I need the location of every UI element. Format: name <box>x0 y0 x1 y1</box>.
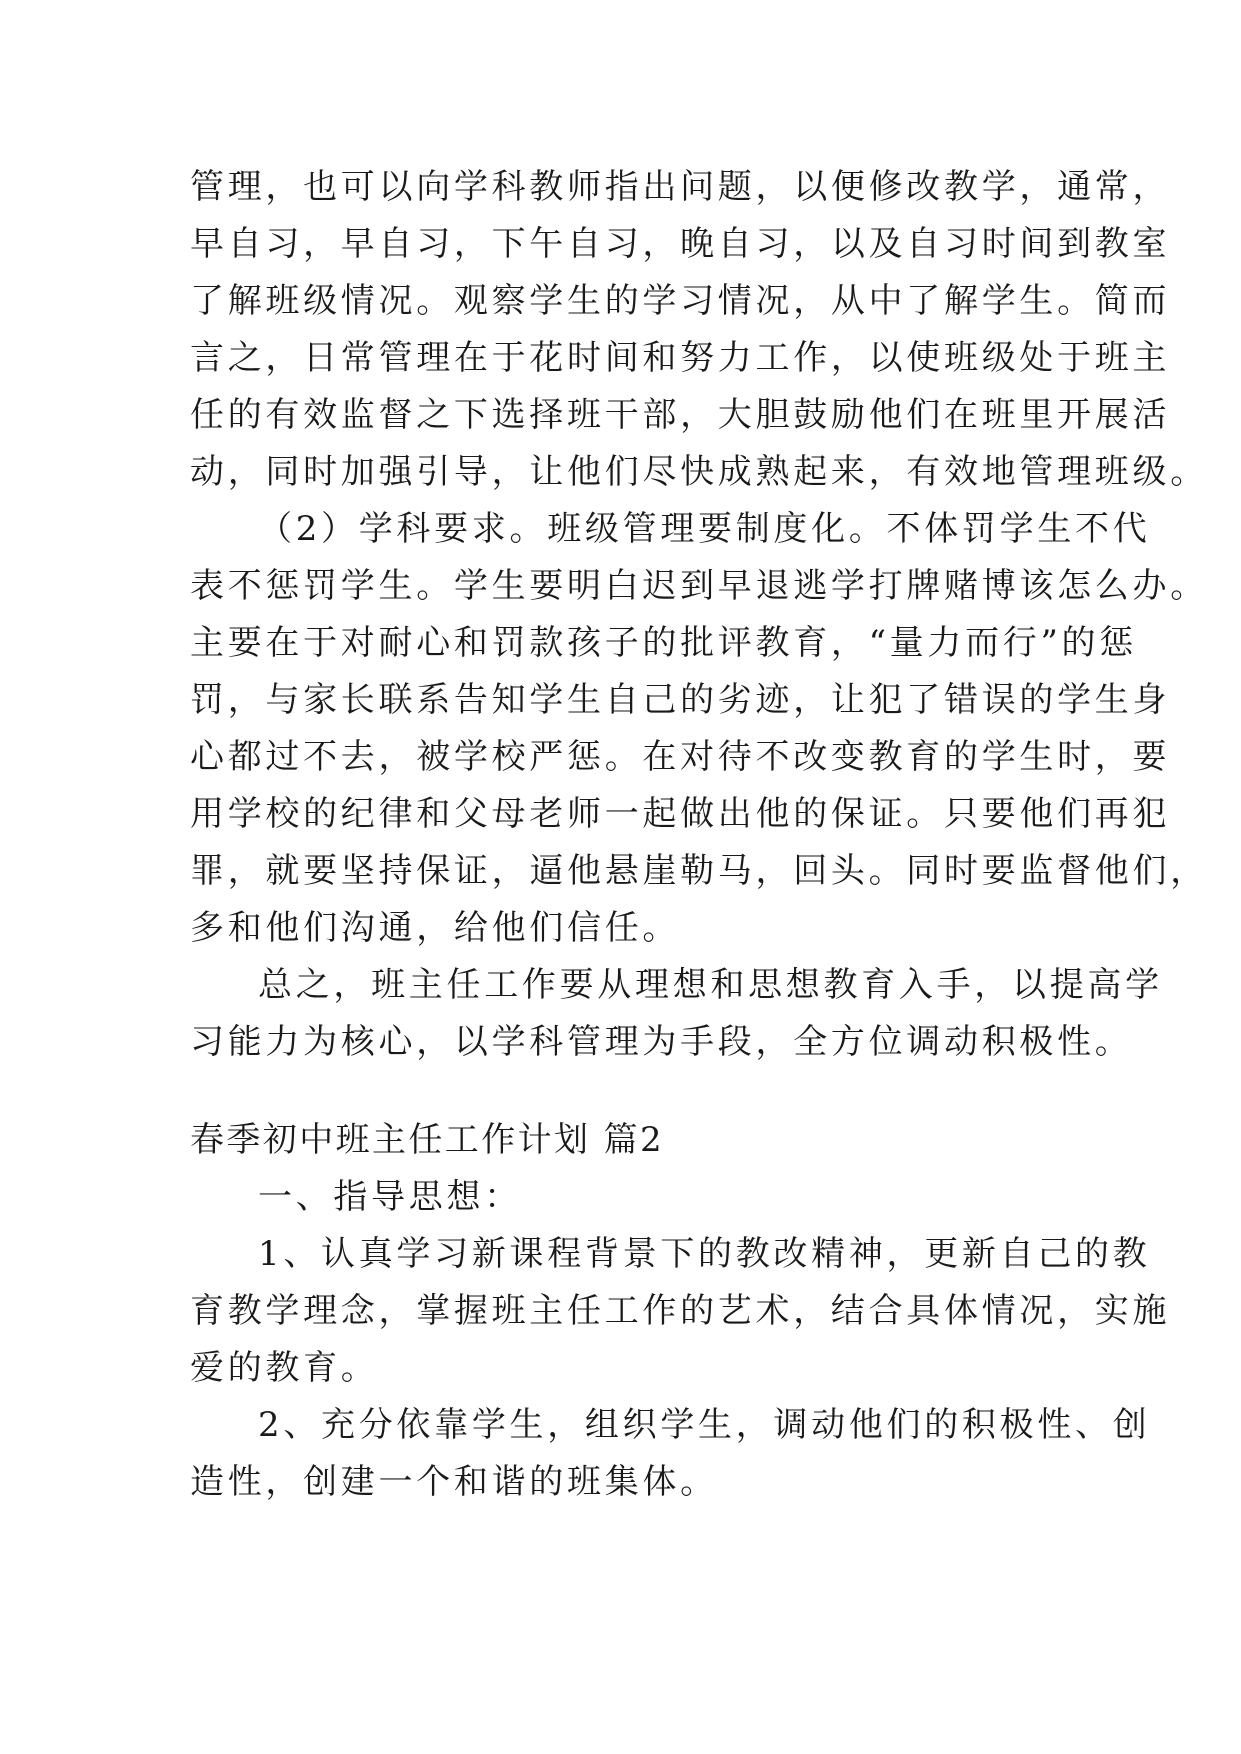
paragraph-1-line-5: 任的有效监督之下选择班干部，大胆鼓励他们在班里开展活 <box>190 395 1171 435</box>
paragraph-1-line-2: 早自习，早自习，下午自习，晚自习，以及自习时间到教室 <box>190 224 1171 264</box>
paragraph-2-line-1: （2）学科要求。班级管理要制度化。不体罚学生不代 <box>258 509 1151 549</box>
paragraph-3-line-1: 总之，班主任工作要从理想和思想教育入手，以提高学 <box>258 965 1163 1005</box>
paragraph-2-line-3: 主要在于对耐心和罚款孩子的批评教育，“量力而行”的惩 <box>190 623 1137 663</box>
item-2-line-1: 2、充分依靠学生，组织学生，调动他们的积极性、创 <box>258 1405 1151 1445</box>
paragraph-1-line-4: 言之，日常管理在于花时间和努力工作，以使班级处于班主 <box>190 338 1171 378</box>
item-2-line-2: 造性，创建一个和谐的班集体。 <box>190 1462 718 1502</box>
paragraph-2-line-6: 用学校的纪律和父母老师一起做出他的保证。只要他们再犯 <box>190 794 1171 834</box>
paragraph-1-line-3: 了解班级情况。观察学生的学习情况，从中了解学生。简而 <box>190 281 1171 321</box>
paragraph-2-line-5: 心都过不去，被学校严惩。在对待不改变教育的学生时，要 <box>190 737 1171 777</box>
paragraph-2-line-8: 多和他们沟通，给他们信任。 <box>190 908 681 948</box>
subheading-guiding-thought: 一、指导思想： <box>258 1177 522 1217</box>
paragraph-1-line-6: 动，同时加强引导，让他们尽快成熟起来，有效地管理班级。 <box>190 452 1208 492</box>
item-1-line-1: 1、认真学习新课程背景下的教改精神，更新自己的教 <box>258 1234 1151 1274</box>
paragraph-1-line-1: 管理，也可以向学科教师指出问题，以便修改教学，通常， <box>190 167 1171 207</box>
item-1-line-2: 育教学理念，掌握班主任工作的艺术，结合具体情况，实施 <box>190 1291 1171 1331</box>
paragraph-2-line-2: 表不惩罚学生。学生要明白迟到早退逃学打牌赌博该怎么办。 <box>190 566 1208 606</box>
paragraph-3-line-2: 习能力为核心，以学科管理为手段，全方位调动积极性。 <box>190 1022 1133 1062</box>
section-title: 春季初中班主任工作计划 篇2 <box>190 1120 665 1160</box>
paragraph-2-line-7: 罪，就要坚持保证，逼他悬崖勒马，回头。同时要监督他们， <box>190 851 1208 891</box>
paragraph-2-line-4: 罚，与家长联系告知学生自己的劣迹，让犯了错误的学生身 <box>190 680 1171 720</box>
item-1-line-3: 爱的教育。 <box>190 1348 379 1388</box>
